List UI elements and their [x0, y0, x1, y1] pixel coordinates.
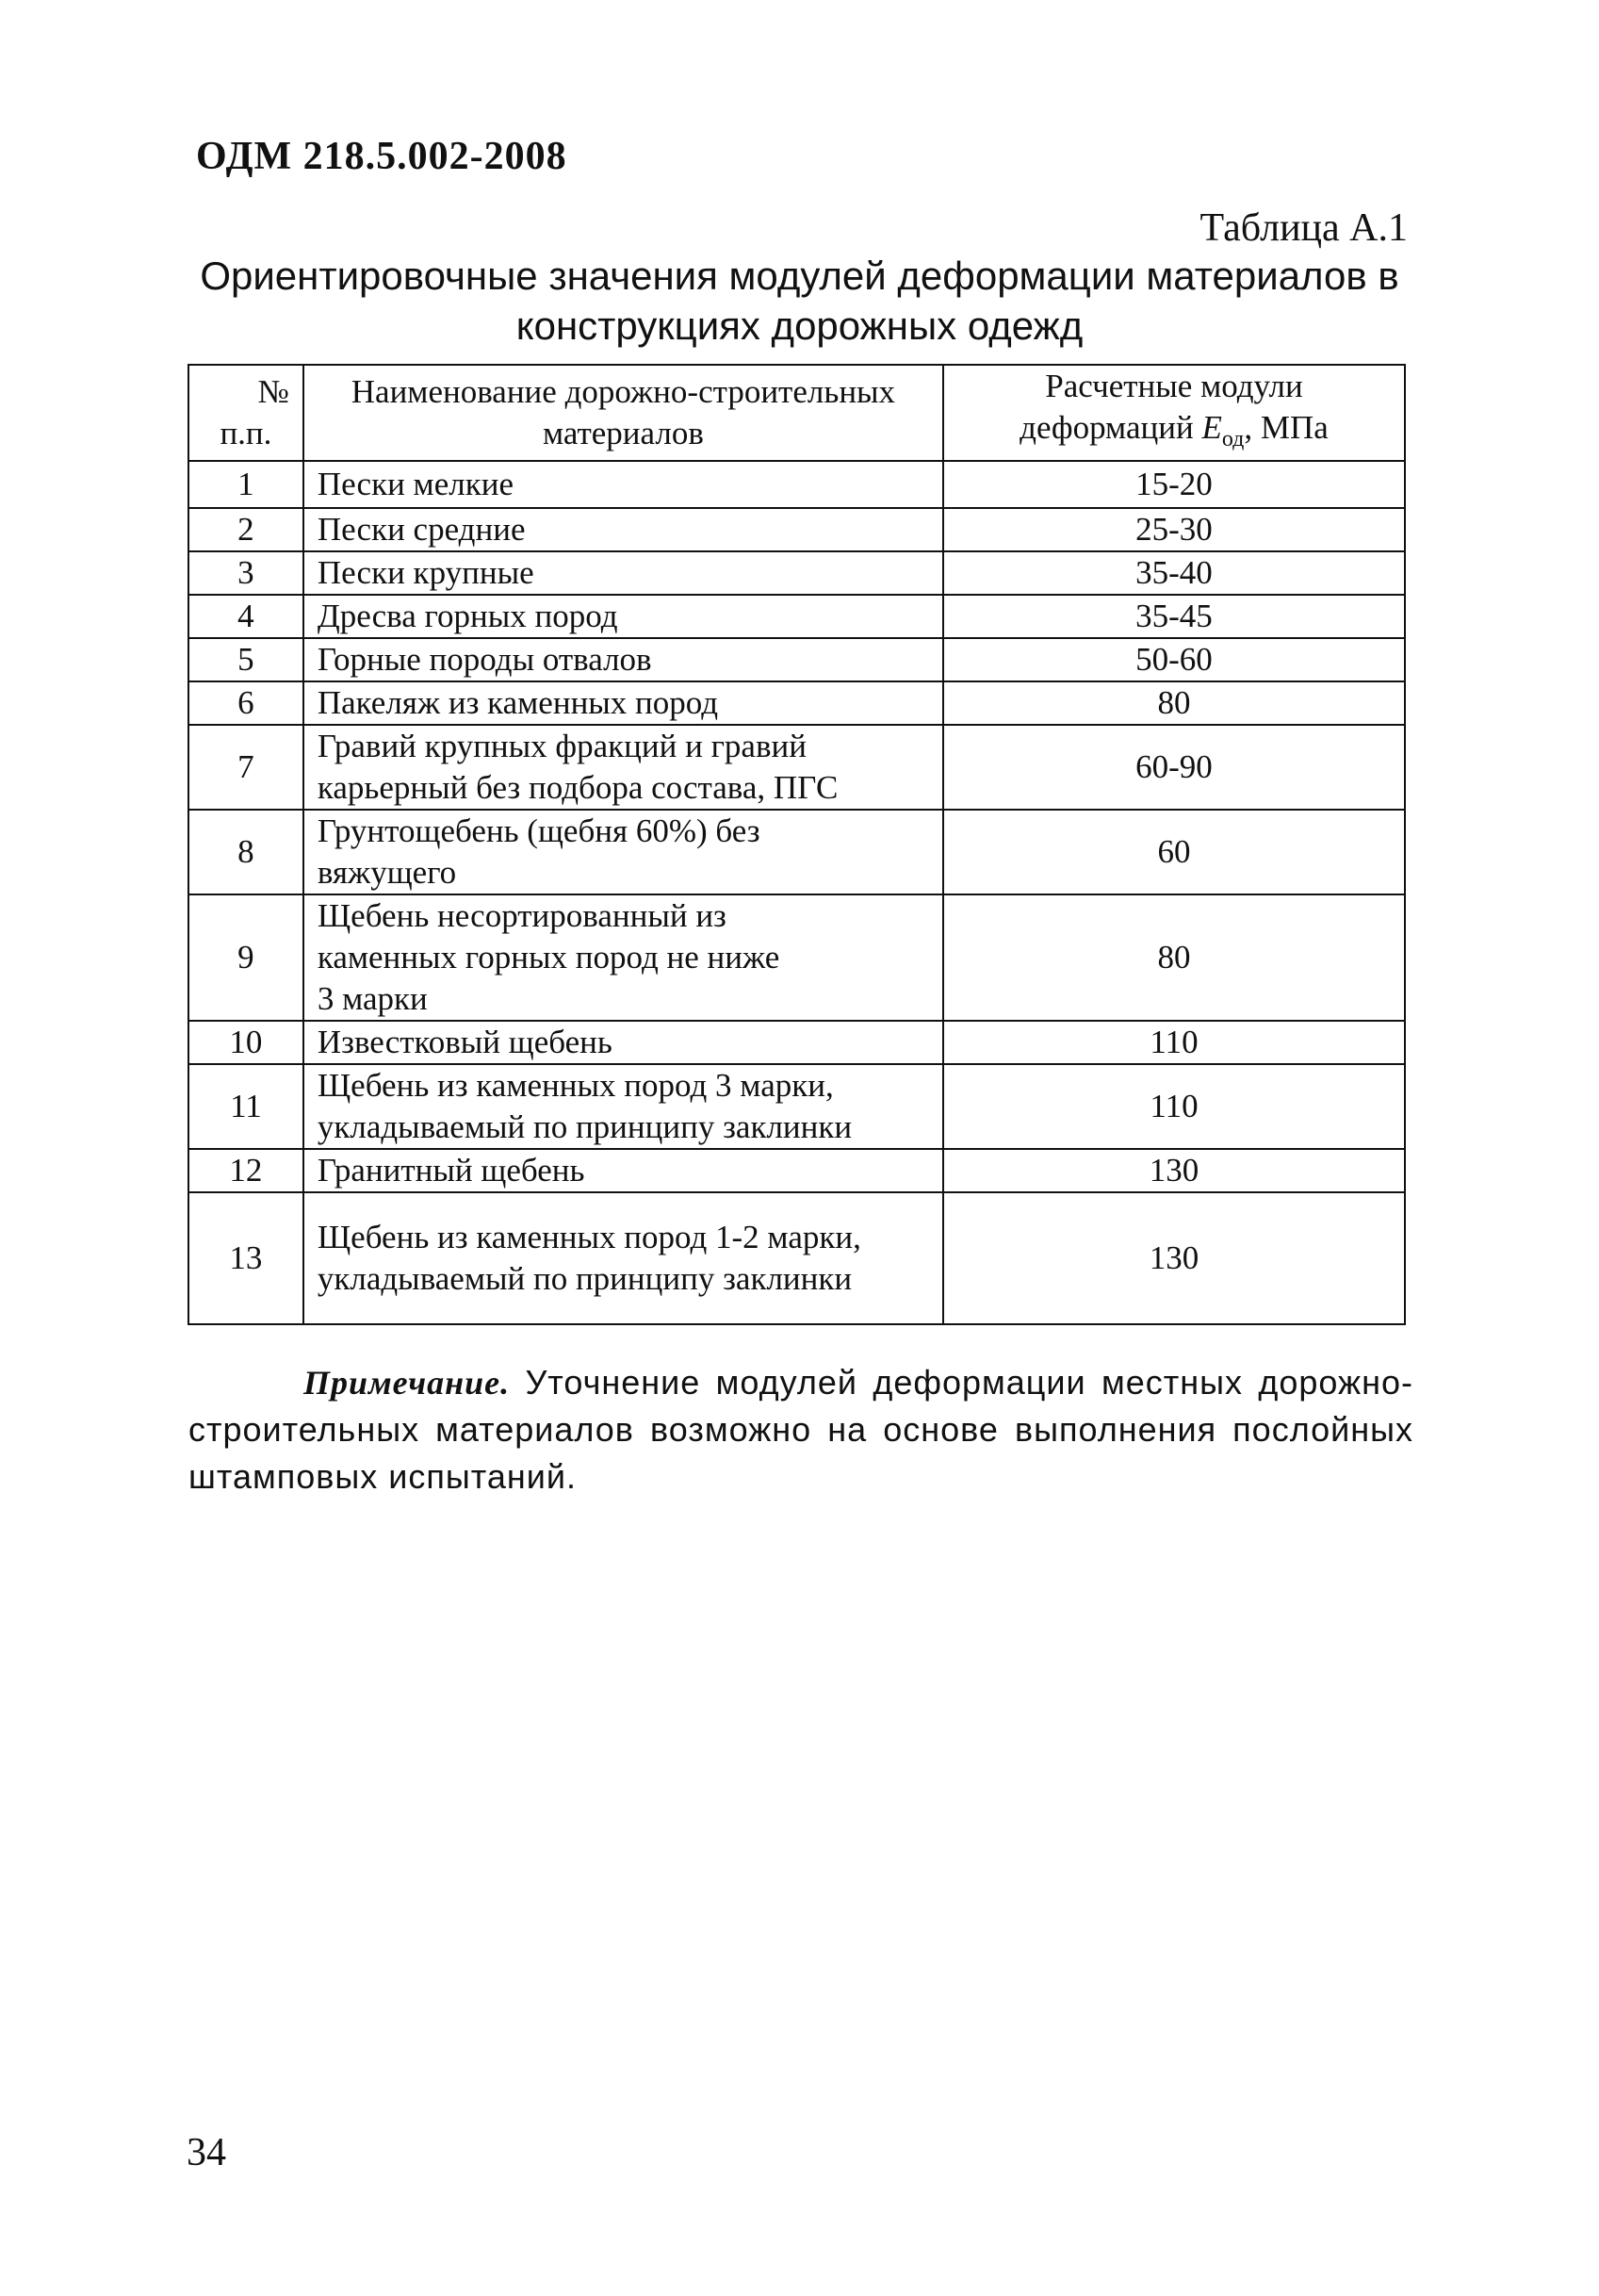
page-number: 34	[187, 2131, 226, 2174]
table-header-row	[188, 365, 1405, 461]
table-row	[188, 681, 1405, 725]
table-row	[188, 1021, 1405, 1064]
row-number: 7	[188, 725, 303, 810]
row-modulus: 130	[943, 1192, 1405, 1324]
row-modulus: 110	[943, 1064, 1405, 1149]
row-material: Пакеляж из каменных пород	[303, 681, 943, 725]
table-label: Таблица А.1	[1199, 206, 1408, 250]
row-number: 13	[188, 1192, 303, 1324]
row-material: Пески крупные	[303, 551, 943, 595]
table-row	[188, 1064, 1405, 1149]
header-material-name	[303, 365, 943, 461]
row-material: Щебень несортированный из каменных горных пород не ниже 3 марки	[303, 894, 943, 1021]
row-modulus: 15-20	[943, 461, 1405, 508]
row-modulus: 60	[943, 810, 1405, 894]
header-modulus	[943, 365, 1405, 461]
row-number: 6	[188, 681, 303, 725]
table-row	[188, 894, 1405, 1021]
row-material: Известковый щебень	[303, 1021, 943, 1064]
materials-table	[188, 364, 1406, 1325]
row-material: Горные породы отвалов	[303, 638, 943, 681]
row-number: 8	[188, 810, 303, 894]
table-row	[188, 595, 1405, 638]
header-value-line-1: Расчетные модули	[1045, 368, 1303, 404]
row-modulus: 80	[943, 894, 1405, 1021]
row-number: 11	[188, 1064, 303, 1149]
header-number-line-2: п.п.	[220, 415, 272, 451]
table-title-line-1: Ориентировочные значения модулей деформации материалов в	[200, 254, 1399, 298]
row-number: 1	[188, 461, 303, 508]
row-modulus: 25-30	[943, 508, 1405, 551]
note-paragraph	[188, 1359, 1413, 1501]
table-row	[188, 1149, 1405, 1192]
table-row	[188, 508, 1405, 551]
row-material: Грунтощебень (щебня 60%) без вяжущего	[303, 810, 943, 894]
row-modulus: 80	[943, 681, 1405, 725]
header-name-line-2: материалов	[542, 415, 704, 451]
modulus-symbol: E	[1201, 409, 1222, 446]
row-modulus: 35-40	[943, 551, 1405, 595]
row-number: 9	[188, 894, 303, 1021]
row-modulus: 60-90	[943, 725, 1405, 810]
header-value-prefix: деформаций	[1020, 409, 1202, 446]
row-material: Пески мелкие	[303, 461, 943, 508]
table-row	[188, 1192, 1405, 1324]
table-row	[188, 725, 1405, 810]
table-row	[188, 810, 1405, 894]
row-material: Щебень из каменных пород 3 марки, укладываемый по принципу заклинки	[303, 1064, 943, 1149]
header-number-line-1: №	[257, 373, 289, 410]
table-row	[188, 461, 1405, 508]
row-material: Гравий крупных фракций и гравий карьерный без подбора состава, ПГС	[303, 725, 943, 810]
modulus-subscript: од	[1221, 427, 1245, 451]
header-number	[188, 365, 303, 461]
note-lead: Примечание.	[303, 1364, 511, 1402]
table-title	[188, 251, 1411, 351]
row-number: 2	[188, 508, 303, 551]
header-value-unit: , МПа	[1244, 409, 1329, 446]
row-material: Щебень из каменных пород 1-2 марки, укладываемый по принципу заклинки	[303, 1192, 943, 1324]
row-modulus: 35-45	[943, 595, 1405, 638]
row-number: 3	[188, 551, 303, 595]
row-material: Дресва горных пород	[303, 595, 943, 638]
row-modulus: 130	[943, 1149, 1405, 1192]
row-number: 12	[188, 1149, 303, 1192]
table-title-line-2: конструкциях дорожных одежд	[515, 303, 1084, 348]
document-code: ОДМ 218.5.002-2008	[196, 135, 567, 178]
row-modulus: 50-60	[943, 638, 1405, 681]
row-number: 5	[188, 638, 303, 681]
header-name-line-1: Наименование дорожно-строительных	[351, 373, 896, 410]
note-text: Уточнение модулей деформации местных дорожно-строительных материалов возможно на основе выполнения послойных штамповых испытаний.	[188, 1363, 1413, 1496]
row-material: Гранитный щебень	[303, 1149, 943, 1192]
row-number: 4	[188, 595, 303, 638]
header-value-line-2	[957, 407, 1391, 460]
row-modulus: 110	[943, 1021, 1405, 1064]
row-number: 10	[188, 1021, 303, 1064]
row-material: Пески средние	[303, 508, 943, 551]
table-row	[188, 638, 1405, 681]
table-row	[188, 551, 1405, 595]
